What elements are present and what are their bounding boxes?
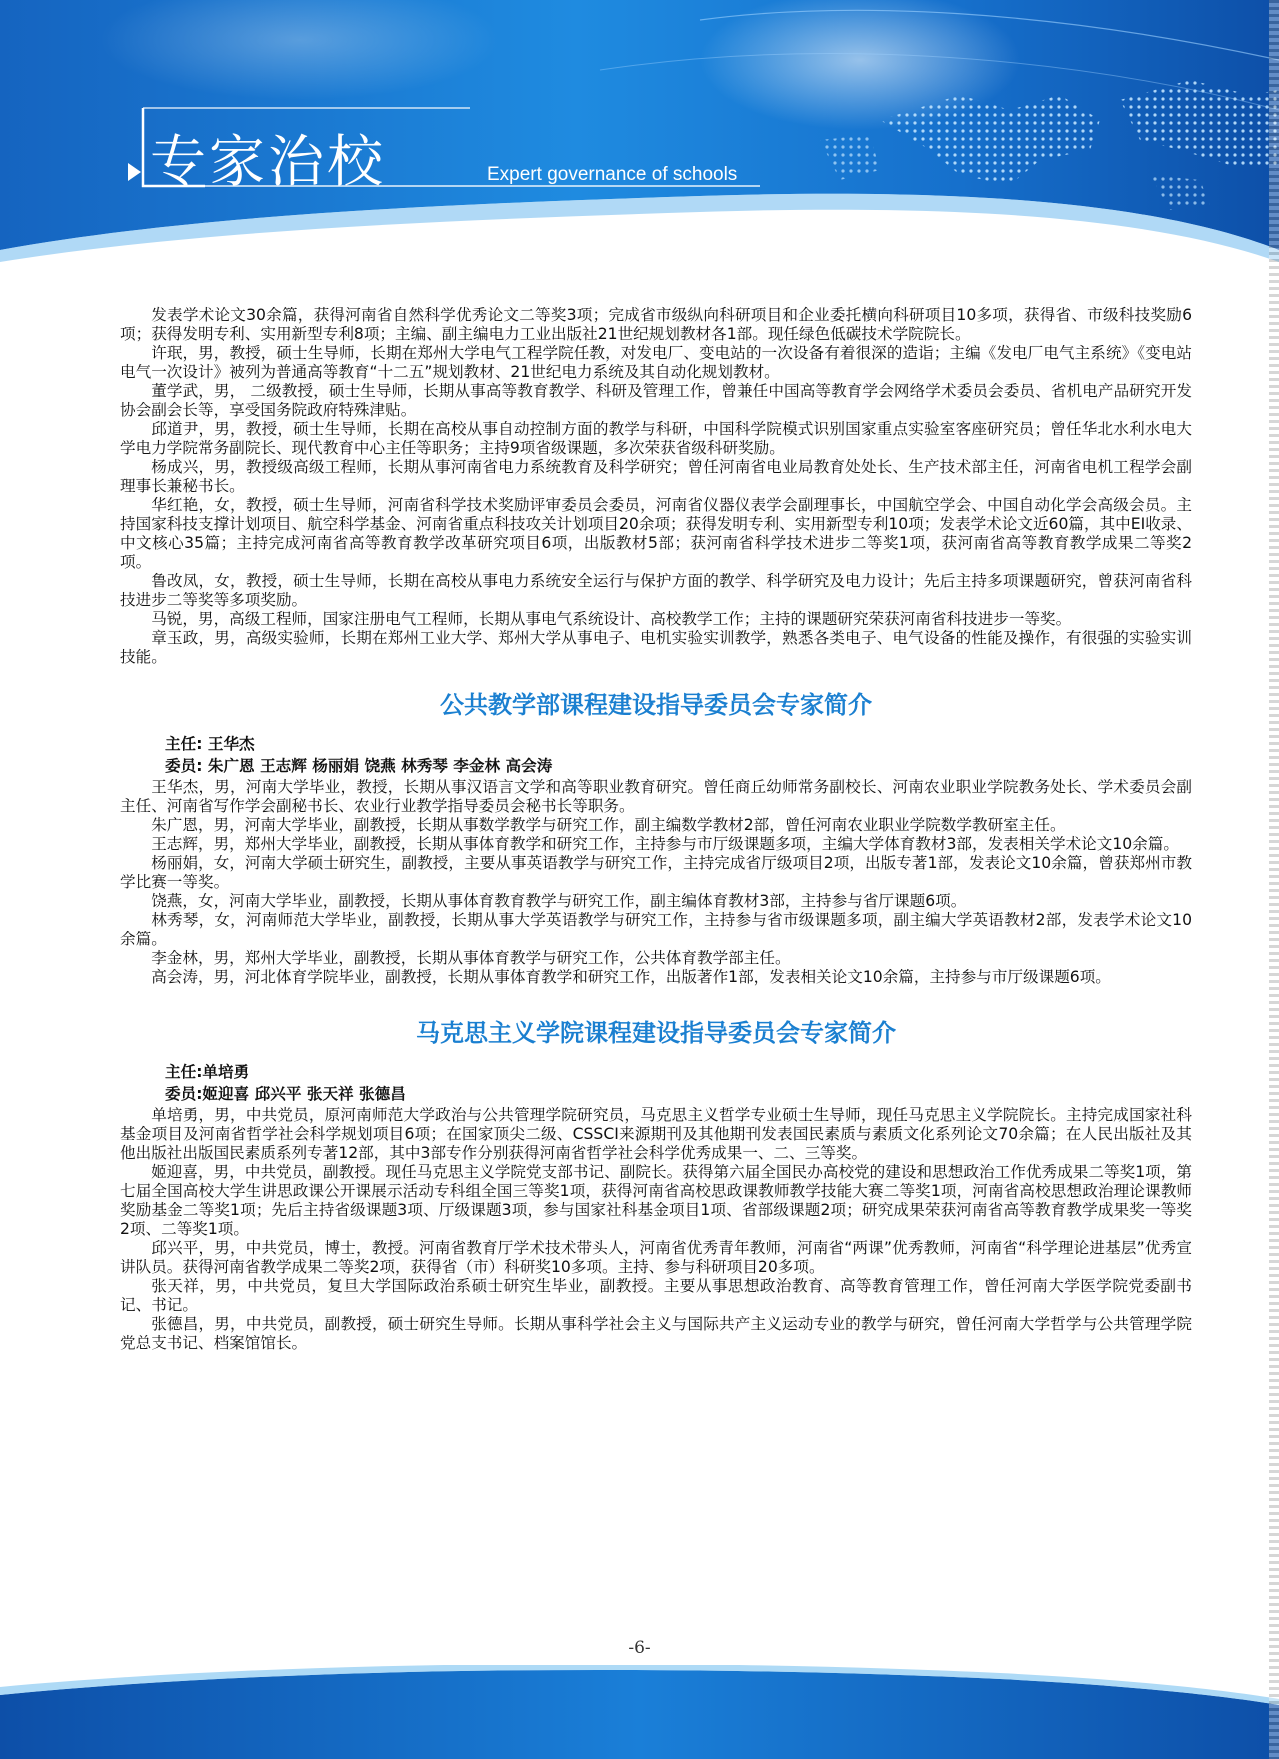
page-subtitle: Expert governance of schools [487, 164, 738, 185]
section-members: 委员:姬迎喜 邱兴平 张天祥 张德昌 [165, 1085, 406, 1103]
footer-banner [0, 1665, 1279, 1759]
section-director: 主任:单培勇 [165, 1063, 250, 1081]
paragraph: 马锐，男，高级工程师，国家注册电气工程师，长期从事电气系统设计、高校教学工作；主持的课题研究荣获河南省科技进步一等奖。 [151, 610, 1072, 628]
paragraph: 高会涛，男，河北体育学院毕业，副教授，长期从事体育教学和研究工作，出版著作1部，发表相关论文10余篇，主持参与市厅级课题6项。 [151, 968, 1111, 986]
paragraph: 王志辉，男，郑州大学毕业，副教授，长期从事体育教学和研究工作，主持参与市厅级课题多项，主编大学体育教材3部，发表相关学术论文10余篇。 [151, 835, 1179, 853]
header-banner [0, 0, 1279, 305]
paragraph: 饶燕，女，河南大学毕业，副教授，长期从事体育教育教学与研究工作，副主编体育教材3部，主持参与省厅课题6项。 [151, 892, 967, 910]
paragraph: 邱兴平，男，中共党员，博士，教授。河南省教育厅学术技术带头人，河南省优秀青年教师，河南省“两课”优秀教师，河南省“科学理论进基层”优秀宣讲队员。获得河南省教学成果二等奖2项，获得省（市）科研奖10多项。主持、参与科研项目20多项。 [120, 1239, 1192, 1276]
paragraph: 许珉，男，教授，硕士生导师，长期在郑州大学电气工程学院任教，对发电厂、变电站的一次设备有着很深的造诣；主编《发电厂电气主系统》《变电站电气一次设计》被列为普通高等教育“十二五”规划教材、21世纪电力系统及其自动化规划教材。 [120, 344, 1192, 381]
binding-edge [1269, 0, 1279, 1759]
paragraph: 张天祥，男，中共党员，复旦大学国际政治系硕士研究生毕业，副教授。主要从事思想政治教育、高等教育管理工作，曾任河南大学医学院党委副书记、书记。 [120, 1277, 1192, 1314]
section-members: 委员: 朱广恩 王志辉 杨丽娟 饶燕 林秀琴 李金林 高会涛 [165, 757, 553, 775]
paragraph: 邱道尹，男，教授，硕士生导师，长期在高校从事自动控制方面的教学与科研，中国科学院模式识别国家重点实验室客座研究员；曾任华北水利水电大学电力学院常务副院长、现代教育中心主任等职务；主持9项省级课题，多次荣获省级科研奖励。 [120, 420, 1192, 457]
paragraph: 董学武，男， 二级教授，硕士生导师，长期从事高等教育教学、科研及管理工作，曾兼任中国高等教育学会网络学术委员会委员、省机电产品研究开发协会副会长等，享受国务院政府特殊津贴。 [120, 382, 1192, 419]
page-title: 专家治校 [150, 130, 386, 195]
paragraph: 华红艳，女，教授，硕士生导师，河南省科学技术奖励评审委员会委员，河南省仪器仪表学会副理事长，中国航空学会、中国自动化学会高级会员。主持国家科技支撑计划项目、航空科学基金、河南省重点科技攻关计划项目20余项；获得发明专利、实用新型专利10项；发表学术论文近60篇，其中EI收录、中文核心35篇；主持完成河南省高等教育教学改革研究项目6项，出版教材5部；获河南省科学技术进步二等奖1项，获河南省高等教育教学成果二等奖2项。 [120, 496, 1192, 571]
paragraph: 李金林，男，郑州大学毕业，副教授，长期从事体育教学与研究工作，公共体育教学部主任。 [151, 949, 791, 967]
paragraph: 发表学术论文30余篇，获得河南省自然科学优秀论文二等奖3项；完成省市级纵向科研项目和企业委托横向科研项目10多项，获得省、市级科技奖励6项；获得发明专利、实用新型专利8项；主编、副主编电力工业出版社21世纪规划教材各1部。现任绿色低碳技术学院院长。 [120, 306, 1192, 343]
section-title: 马克思主义学院课程建设指导委员会专家简介 [416, 1019, 896, 1047]
main-content [120, 306, 1192, 1353]
paragraph: 朱广恩，男，河南大学毕业，副教授，长期从事数学教学与研究工作，副主编数学教材2部，曾任河南农业职业学院数学教研室主任。 [151, 816, 1066, 834]
paragraph: 章玉政，男，高级实验师，长期在郑州工业大学、郑州大学从事电子、电机实验实训教学，熟悉各类电子、电气设备的性能及操作，有很强的实验实训技能。 [120, 629, 1192, 666]
paragraph: 王华杰，男，河南大学毕业，教授，长期从事汉语言文学和高等职业教育研究。曾任商丘幼师常务副校长、河南农业职业学院教务处长、学术委员会副主任、河南省写作学会副秘书长、农业行业教学指导委员会秘书长等职务。 [120, 778, 1192, 815]
page-number: -6- [628, 1638, 651, 1658]
paragraph: 张德昌，男，中共党员，副教授，硕士研究生导师。长期从事科学社会主义与国际共产主义运动专业的教学与研究，曾任河南大学哲学与公共管理学院党总支书记、档案馆馆长。 [120, 1315, 1192, 1352]
paragraph: 杨丽娟，女，河南大学硕士研究生，副教授，主要从事英语教学与研究工作，主持完成省厅级项目2项，出版专著1部，发表论文10余篇，曾获郑州市教学比赛一等奖。 [120, 854, 1192, 891]
section-title: 公共教学部课程建设指导委员会专家简介 [440, 691, 872, 719]
footer-background [0, 1665, 1279, 1759]
paragraph: 杨成兴，男，教授级高级工程师，长期从事河南省电力系统教育及科学研究；曾任河南省电业局教育处处长、生产技术部主任，河南省电机工程学会副理事长兼秘书长。 [120, 458, 1192, 495]
paragraph: 姬迎喜，男，中共党员，副教授。现任马克思主义学院党支部书记、副院长。获得第六届全国民办高校党的建设和思想政治工作优秀成果二等奖1项，第七届全国高校大学生讲思政课公开课展示活动专科组全国三等奖1项，获得河南省高校思政课教师教学技能大赛二等奖1项，河南省高校思想政治理论课教师奖励基金二等奖1项；先后主持省级课题3项、厅级课题3项，参与国家社科基金项目1项、省部级课题2项；研究成果荣获河南省高等教育教学成果奖一等奖2项、二等奖1项。 [120, 1163, 1192, 1238]
section-director: 主任: 王华杰 [165, 735, 255, 753]
paragraph: 鲁改凤，女，教授，硕士生导师，长期在高校从事电力系统安全运行与保护方面的教学、科学研究及电力设计；先后主持多项课题研究，曾获河南省科技进步二等奖等多项奖励。 [120, 572, 1192, 609]
paragraph: 林秀琴，女，河南师范大学毕业，副教授，长期从事大学英语教学与研究工作，主持参与省市级课题多项，副主编大学英语教材2部，发表学术论文10余篇。 [120, 911, 1192, 948]
paragraph: 单培勇，男，中共党员，原河南师范大学政治与公共管理学院研究员，马克思主义哲学专业硕士生导师，现任马克思主义学院院长。主持完成国家社科基金项目及河南省哲学社会科学规划项目6项；在国家顶尖二级、CSSCI来源期刊及其他期刊发表国民素质与素质文化系列论文70余篇；在人民出版社及其他出版社出版国民素质系列专著12部，其中3部专作分别获得河南省哲学社会科学优秀成果一、二、三等奖。 [120, 1106, 1192, 1162]
